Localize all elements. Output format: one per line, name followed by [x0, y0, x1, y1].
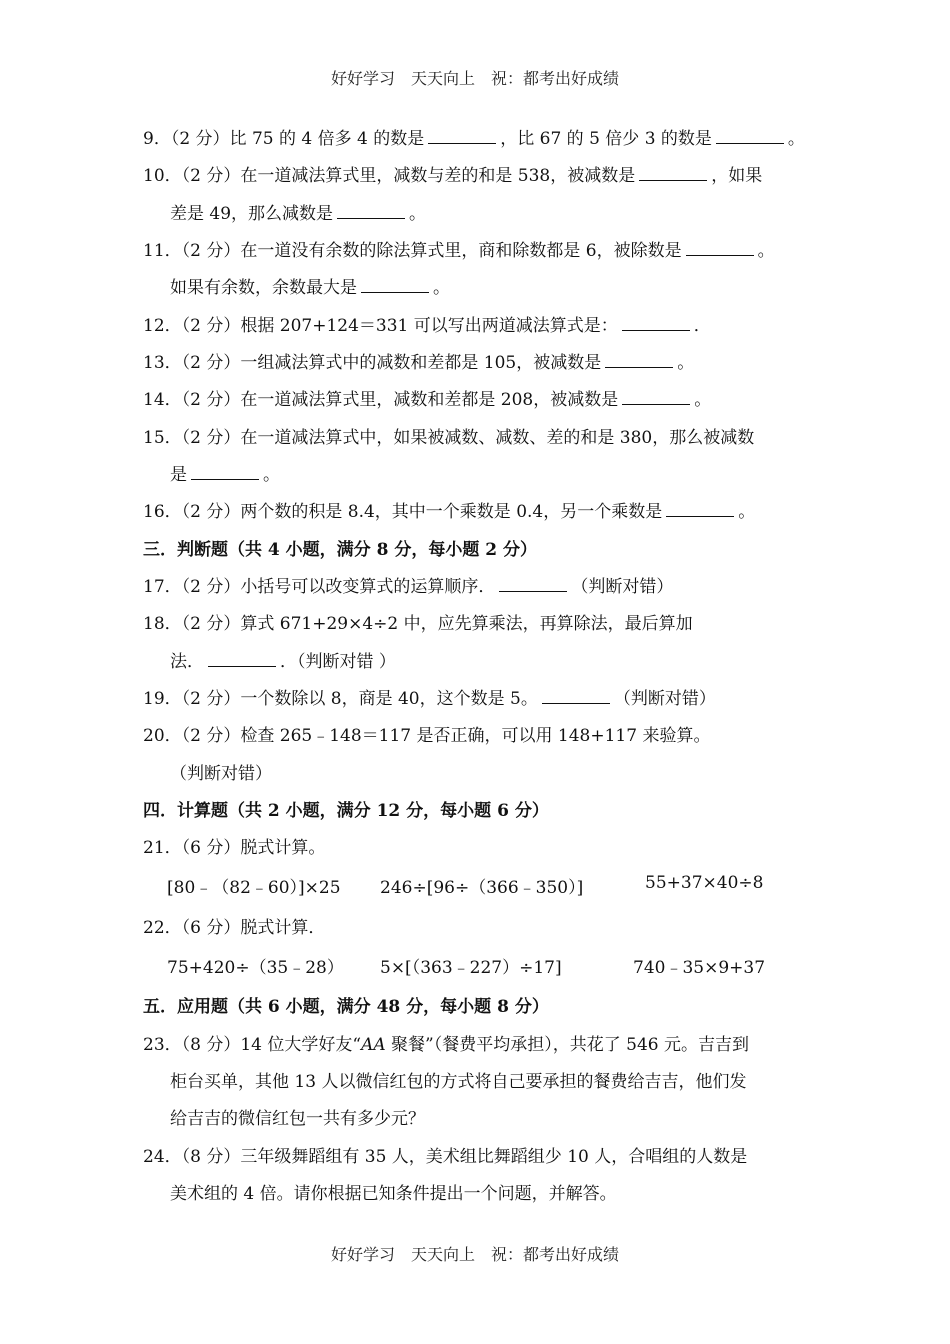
- question-23: 23．（8 分）14 位大学好友“AA 聚餐”（餐费平均承担），共花了 546 元。吉吉到: [143, 1035, 749, 1055]
- answer-blank[interactable]: [428, 129, 496, 144]
- question-16: 16．（2 分）两个数的积是 8.4，其中一个乘数是 0.4，另一个乘数是 。: [143, 502, 756, 522]
- expression-22-2: 5×[（363﹣227）÷17]: [380, 958, 562, 978]
- section-4-title: 四．计算题（共 2 小题，满分 12 分，每小题 6 分）: [143, 801, 549, 821]
- question-15: 15．（2 分）在一道减法算式中，如果被减数、减数、差的和是 380，那么被减数: [143, 428, 755, 448]
- answer-blank[interactable]: [361, 278, 429, 293]
- question-19: 19．（2 分）一个数除以 8，商是 40，这个数是 5。 （判断对错）: [143, 689, 716, 709]
- question-18-cont: 法． ．（判断对错 ）: [170, 652, 396, 672]
- question-18: 18．（2 分）算式 671+29×4÷2 中，应先算乘法，再算除法，最后算加: [143, 614, 693, 634]
- answer-blank[interactable]: [191, 465, 259, 480]
- question-20-cont: （判断对错）: [170, 764, 272, 784]
- question-14: 14．（2 分）在一道减法算式里，减数和差都是 208，被减数是 。: [143, 390, 712, 410]
- question-12: 12．（2 分）根据 207+124＝331 可以写出两道减法算式是： ．: [143, 316, 711, 336]
- answer-blank[interactable]: [639, 166, 707, 181]
- answer-blank[interactable]: [605, 353, 673, 368]
- question-17: 17．（2 分）小括号可以改变算式的运算顺序． （判断对错）: [143, 577, 674, 597]
- answer-blank[interactable]: [208, 652, 276, 667]
- question-11: 11．（2 分）在一道没有余数的除法算式里，商和除数都是 6，被除数是 。: [143, 241, 775, 261]
- question-15-cont: 是 。: [170, 465, 280, 485]
- page-footer: 好好学习 天天向上 祝：都考出好成绩: [330, 1245, 619, 1264]
- expression-22-3: 740﹣35×9+37: [633, 958, 766, 978]
- answer-blank[interactable]: [622, 316, 690, 331]
- question-23-cont-2: 给吉吉的微信红包一共有多少元？: [170, 1109, 425, 1129]
- question-11-cont: 如果有余数，余数最大是 。: [170, 278, 450, 298]
- expression-21-2: 246÷[96÷（366﹣350）]: [380, 878, 584, 898]
- expression-21-3: 55+37×40÷8: [645, 873, 764, 893]
- answer-blank[interactable]: [686, 241, 754, 256]
- answer-blank[interactable]: [716, 129, 784, 144]
- section-5-title: 五．应用题（共 6 小题，满分 48 分，每小题 8 分）: [143, 997, 549, 1017]
- answer-blank[interactable]: [622, 390, 690, 405]
- question-24-cont: 美术组的 4 倍。请你根据已知条件提出一个问题，并解答。: [170, 1184, 617, 1204]
- question-21: 21．（6 分）脱式计算。: [143, 838, 326, 858]
- question-20: 20．（2 分）检查 265﹣148＝117 是否正确，可以用 148+117 来验算。: [143, 726, 711, 746]
- answer-blank[interactable]: [666, 502, 734, 517]
- question-13: 13．（2 分）一组减法算式中的减数和差都是 105，被减数是 。: [143, 353, 695, 373]
- question-10: 10．（2 分）在一道减法算式里，减数与差的和是 538，被减数是 ，如果: [143, 166, 763, 186]
- page-header: 好好学习 天天向上 祝：都考出好成绩: [330, 69, 619, 88]
- question-10-cont: 差是 49，那么减数是 。: [170, 204, 427, 224]
- expression-21-1: [80﹣（82﹣60）]×25: [167, 878, 341, 898]
- section-3-title: 三．判断题（共 4 小题，满分 8 分，每小题 2 分）: [143, 540, 537, 560]
- question-23-cont-1: 柜台买单，其他 13 人以微信红包的方式将自己要承担的餐费给吉吉，他们发: [170, 1072, 747, 1092]
- answer-blank[interactable]: [542, 689, 610, 704]
- answer-blank[interactable]: [337, 204, 405, 219]
- question-9: 9．（2 分）比 75 的 4 倍多 4 的数是 ，比 67 的 5 倍少 3 的数是 。: [143, 129, 805, 149]
- question-22: 22．（6 分）脱式计算．: [143, 918, 326, 938]
- question-24: 24．（8 分）三年级舞蹈组有 35 人，美术组比舞蹈组少 10 人，合唱组的人数是: [143, 1147, 748, 1167]
- answer-blank[interactable]: [499, 577, 567, 592]
- expression-22-1: 75+420÷（35﹣28）: [167, 958, 344, 978]
